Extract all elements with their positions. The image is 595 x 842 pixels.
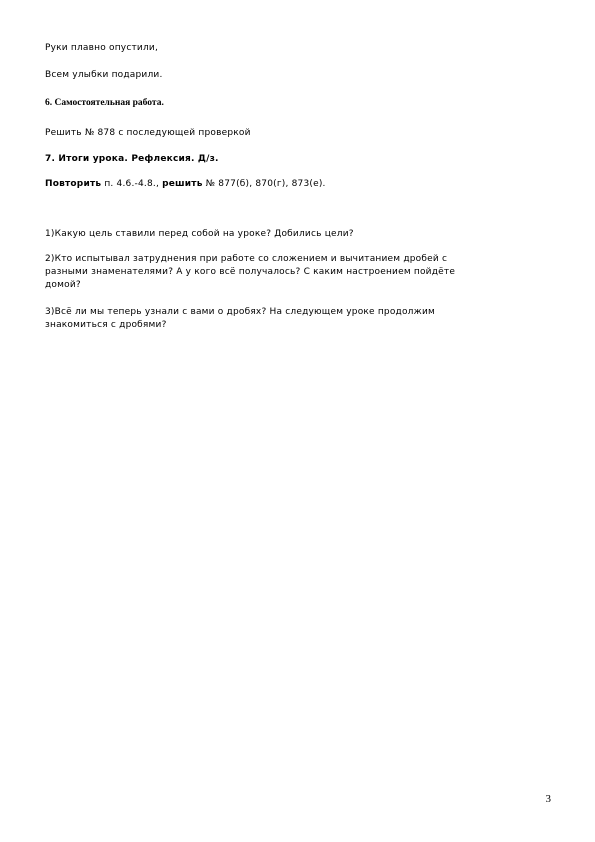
homework-solve-text: № 877(б), 870(г), 873(е). [202, 179, 326, 189]
question-3-line-1: 3)Всё ли мы теперь узнали с вами о дробях? На следующем уроке продолжим [45, 307, 435, 317]
homework-repeat-label: Повторить [45, 179, 102, 189]
question-1: 1)Какую цель ставили перед собой на уроке? Добились цели? [45, 229, 354, 239]
task-line: Решить № 878 с последующей проверкой [45, 128, 251, 138]
text-line: Руки плавно опустили, [45, 43, 159, 53]
homework-repeat-text: п. 4.6.-4.8., [101, 179, 163, 189]
question-3-line-2: знакомиться с дробями? [45, 320, 167, 330]
text-line: Всем улыбки подарили. [45, 70, 163, 80]
section-heading: 7. Итоги урока. Рефлексия. Д/з. [45, 154, 219, 164]
question-2-line-3: домой? [45, 280, 81, 290]
homework-line [45, 178, 326, 191]
section-heading: 6. Самостоятельная работа. [45, 98, 164, 108]
homework-solve-label: решить [162, 179, 203, 189]
page-number: 3 [545, 793, 551, 805]
question-2-line-1: 2)Кто испытывал затруднения при работе со сложением и вычитанием дробей с [45, 254, 448, 264]
question-2-line-2: разными знаменателями? А у кого всё получалось? С каким настроением пойдёте [45, 267, 456, 277]
